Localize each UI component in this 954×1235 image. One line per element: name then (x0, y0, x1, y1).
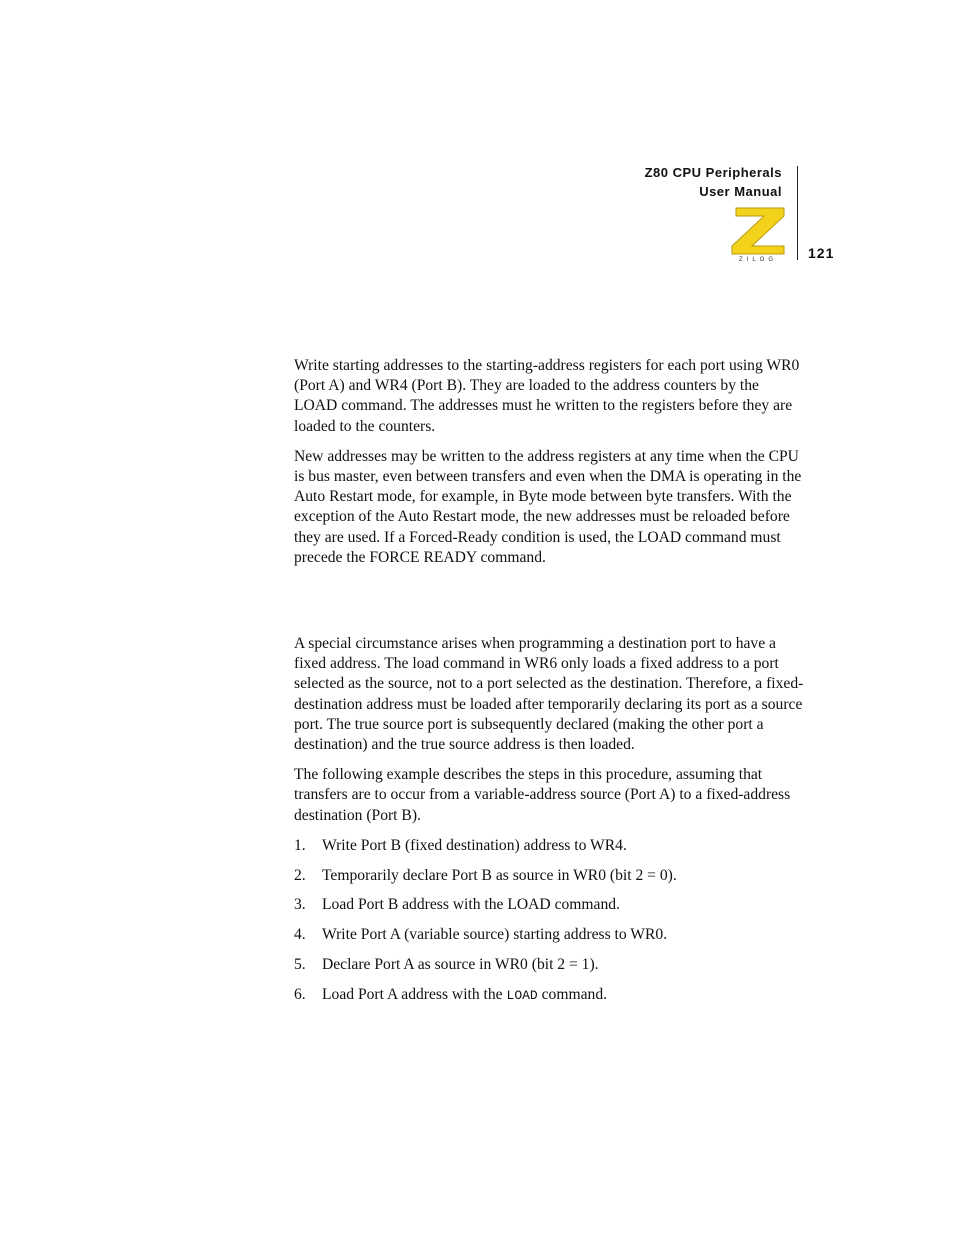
list-item (294, 895, 804, 915)
paragraph: The following example describes the steps in this procedure, assuming that transfers are to occur from a variable-address source (Port A) to a fixed-address destination (Port B). (294, 766, 791, 824)
section-fixed-destination (294, 634, 804, 1016)
step-number: 4. (294, 926, 306, 944)
list-item (294, 985, 804, 1006)
list-item (294, 866, 804, 886)
step-text: Write Port A (variable source) starting address to WR0. (322, 926, 668, 944)
step-text: Write Port B (fixed destination) address to WR4. (322, 836, 627, 854)
paragraph: A special circumstance arises when programming a destination port to have a fixed address. The load command in WR6 only loads a fixed address to a port selected as the source, not to a port selected as the destination. Therefore, a fixed-destination address must be loaded after temporarily declaring its port as a source port. The true source port is subsequently declared (making the other port a destination) and the true source address is then loaded. (294, 635, 804, 754)
logo-wordmark: ZILOG (738, 257, 778, 262)
paragraph: New addresses may be written to the address registers at any time when the CPU is bus master, even between transfers and even when the DMA is operating in the Auto Restart mode, for example, in Byte mode between byte transfers. With the exception of the Auto Restart mode, the new addresses must be reloaded before they are used. If a Forced-Ready condition is used, the LOAD command must precede the FORCE READY command. (294, 447, 802, 566)
step-number: 5. (294, 956, 306, 974)
zilog-logo-icon (730, 206, 786, 262)
manual-title-line1: Z80 CPU Peripherals (644, 165, 782, 180)
step-number: 6. (294, 985, 306, 1003)
manual-title-line2: User Manual (699, 184, 782, 199)
section-starting-addresses (294, 356, 804, 578)
procedure-steps (294, 836, 804, 1006)
list-item (294, 955, 804, 975)
step-text-before: Load Port A address with the (322, 985, 507, 1003)
page-number: 121 (808, 245, 835, 261)
step-number: 3. (294, 896, 306, 914)
step-number: 2. (294, 866, 306, 884)
step-text: Temporarily declare Port B as source in WR0 (bit 2 = 0). (322, 866, 677, 884)
step-number: 1. (294, 836, 306, 854)
code-load-command: LOAD (506, 987, 538, 1003)
step-text: Declare Port A as source in WR0 (bit 2 = 1). (322, 956, 599, 974)
step-text-after: command. (537, 985, 608, 1003)
step-text: Load Port B address with the LOAD command. (322, 896, 620, 914)
paragraph: Write starting addresses to the starting-address registers for each port using WR0 (Port A) and WR4 (Port B). They are loaded to the address counters by the LOAD command. The addresses must he written to the registers before they are loaded to the counters. (294, 357, 800, 435)
list-item (294, 925, 804, 945)
list-item (294, 836, 804, 856)
header-divider (797, 166, 798, 260)
step-text (322, 985, 607, 1006)
